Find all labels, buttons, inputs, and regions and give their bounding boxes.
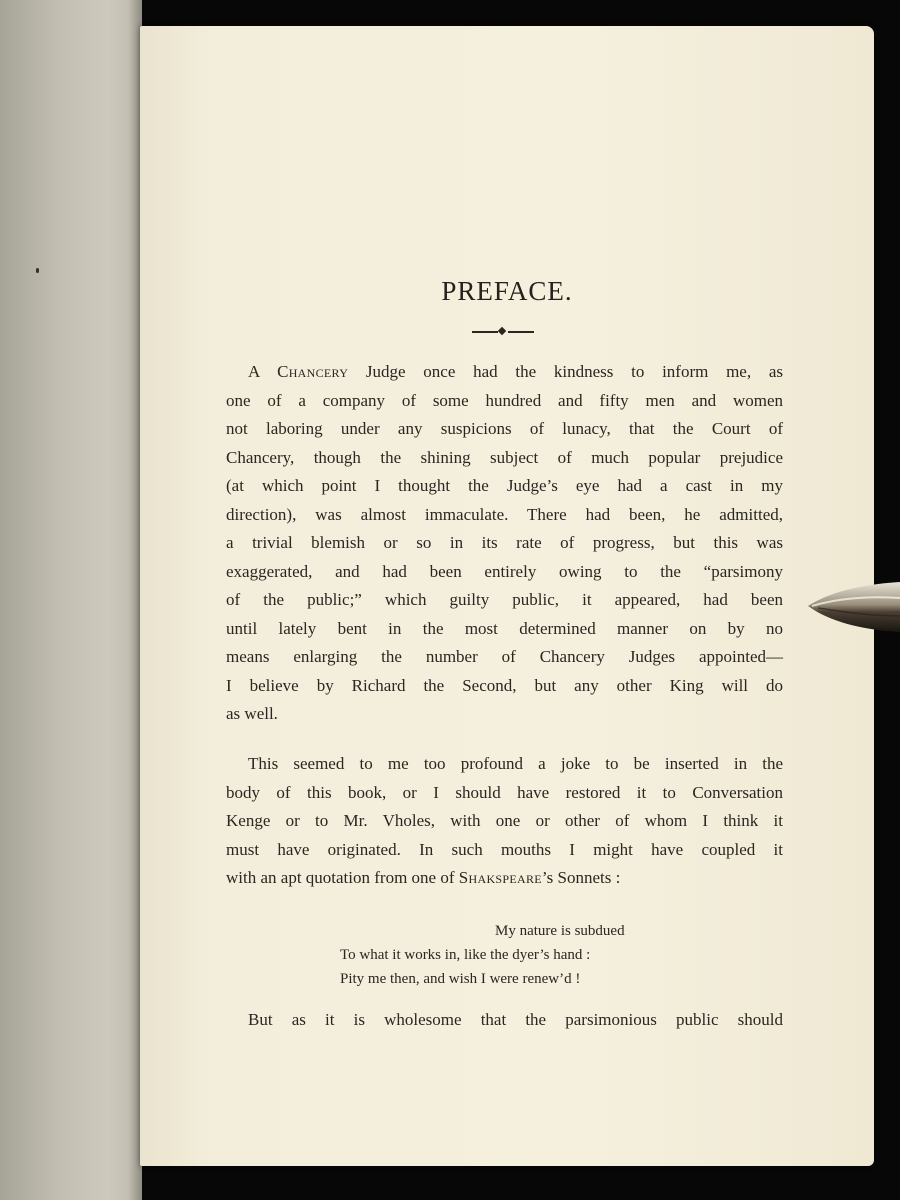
book-page bbox=[140, 26, 874, 1166]
text-line: I believe by Richard the Second, but any other King will do bbox=[226, 675, 783, 695]
text-line bbox=[226, 358, 783, 387]
text-line: a trivial blemish or so in its rate of progress, but this was bbox=[226, 533, 783, 552]
text-line: Chancery, though the shining subject of much popular prejudice bbox=[226, 447, 783, 467]
rule-line-left bbox=[472, 331, 498, 333]
page-speck bbox=[36, 268, 39, 273]
verse-line: To what it works in, like the dyer’s hand : bbox=[340, 947, 591, 963]
text-line: one of a company of some hundred and fifty men and women bbox=[226, 390, 783, 410]
text-run: ’s Sonnets : bbox=[541, 868, 621, 887]
preface-paragraph-3 bbox=[226, 1006, 783, 1035]
text-line: until lately bent in the most determined manner on by no bbox=[226, 618, 783, 638]
rule-line-right bbox=[508, 331, 534, 333]
small-caps-word: Chancery bbox=[277, 362, 349, 381]
page-title: PREFACE. bbox=[441, 276, 573, 306]
letter-opener-icon bbox=[808, 578, 900, 636]
text-line: as well. bbox=[226, 704, 278, 723]
text-line: But as it is wholesome that the parsimonious public should bbox=[248, 1010, 783, 1029]
text-run: with an apt quotation from one of bbox=[226, 868, 459, 887]
small-caps-word: Shakspeare bbox=[458, 868, 542, 887]
text-run: Judge once had the kindness to inform me, as bbox=[348, 362, 783, 381]
text-line: must have originated. In such mouths I might have coupled it bbox=[226, 839, 783, 859]
facing-page-edge bbox=[0, 0, 142, 1200]
text-line: body of this book, or I should have restored it to Conversation bbox=[226, 782, 783, 802]
text-line: (at which point I thought the Judge’s eye had a cast in my bbox=[226, 476, 783, 495]
text-line: This seemed to me too profound a joke to be inserted in the bbox=[248, 754, 783, 773]
preface-paragraph-1 bbox=[226, 358, 783, 729]
diamond-ornament-icon bbox=[498, 327, 506, 335]
preface-paragraph-2 bbox=[226, 750, 783, 893]
verse-line: Pity me then, and wish I were renew’d ! bbox=[340, 971, 581, 987]
text-line: not laboring under any suspicions of lunacy, that the Court of bbox=[226, 419, 783, 438]
ornamental-rule bbox=[472, 326, 534, 338]
text-line: exaggerated, and had been entirely owing to the “parsimony bbox=[226, 561, 783, 581]
text-line: Kenge or to Mr. Vholes, with one or other of whom I think it bbox=[226, 811, 783, 830]
text-line bbox=[226, 864, 783, 893]
sonnet-quotation bbox=[340, 919, 680, 991]
text-line: means enlarging the number of Chancery Judges appointed— bbox=[226, 647, 783, 666]
text-line: direction), was almost immaculate. There had been, he admitted, bbox=[226, 504, 783, 524]
text-line: of the public;” which guilty public, it appeared, had been bbox=[226, 590, 783, 609]
verse-line: My nature is subdued bbox=[495, 923, 625, 939]
text-run: A bbox=[248, 362, 278, 381]
